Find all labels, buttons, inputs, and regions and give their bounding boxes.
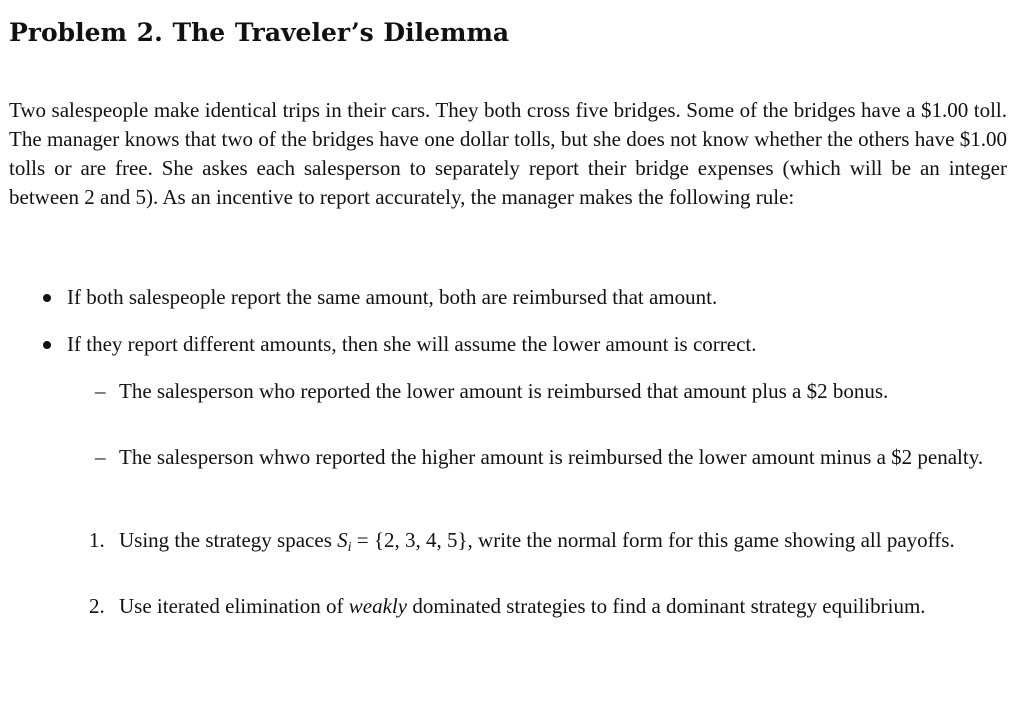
task-text <box>119 592 1007 621</box>
task-text-after: dominated strategies to find a dominant strategy equilibrium. <box>407 594 926 618</box>
dash-marker: – <box>95 445 106 469</box>
sub-rule-text: The salesperson whwo reported the higher amount is reimbursed the lower amount minus a $2 penalty. <box>119 445 984 469</box>
emphasis-weakly: weakly <box>348 594 408 618</box>
strategy-space-set: = {2, 3, 4, 5} <box>351 528 468 552</box>
bullet-icon <box>43 341 51 349</box>
sub-rule-text: The salesperson who reported the lower amount is reimbursed that amount plus a $2 bonus. <box>119 379 889 403</box>
bullet-icon <box>43 294 51 302</box>
rule-text: If they report different amounts, then she will assume the lower amount is correct. <box>67 332 757 356</box>
document-page <box>9 14 1007 618</box>
strategy-space-subscript: i <box>347 540 352 555</box>
rule-text: If both salespeople report the same amount, both are reimbursed that amount. <box>67 285 718 309</box>
task-text-before: Use iterated elimination of <box>119 594 349 618</box>
task-text-after: , write the normal form for this game showing all payoffs. <box>467 528 955 552</box>
page-title: Problem 2. The Traveler’s Dilemma <box>9 18 510 47</box>
intro-paragraph: Two salespeople make identical trips in their cars. They both cross five bridges. Some of the bridges have a $1.00 toll. The manager knows that two of the bridges have one dollar tolls, but she does not know whether the others have $1.00 tolls or are free. She askes each salesperson to separately report their bridge expenses (which will be an integer between 2 and 5). As an incentive to report accurately, the manager makes the following rule: <box>9 98 1007 209</box>
strategy-space-symbol: S <box>337 528 348 552</box>
task-text <box>119 526 1007 562</box>
task-number: 1. <box>89 528 105 552</box>
dash-marker: – <box>95 379 106 403</box>
task-number: 2. <box>89 594 105 618</box>
task-text-before: Using the strategy spaces <box>119 528 338 552</box>
